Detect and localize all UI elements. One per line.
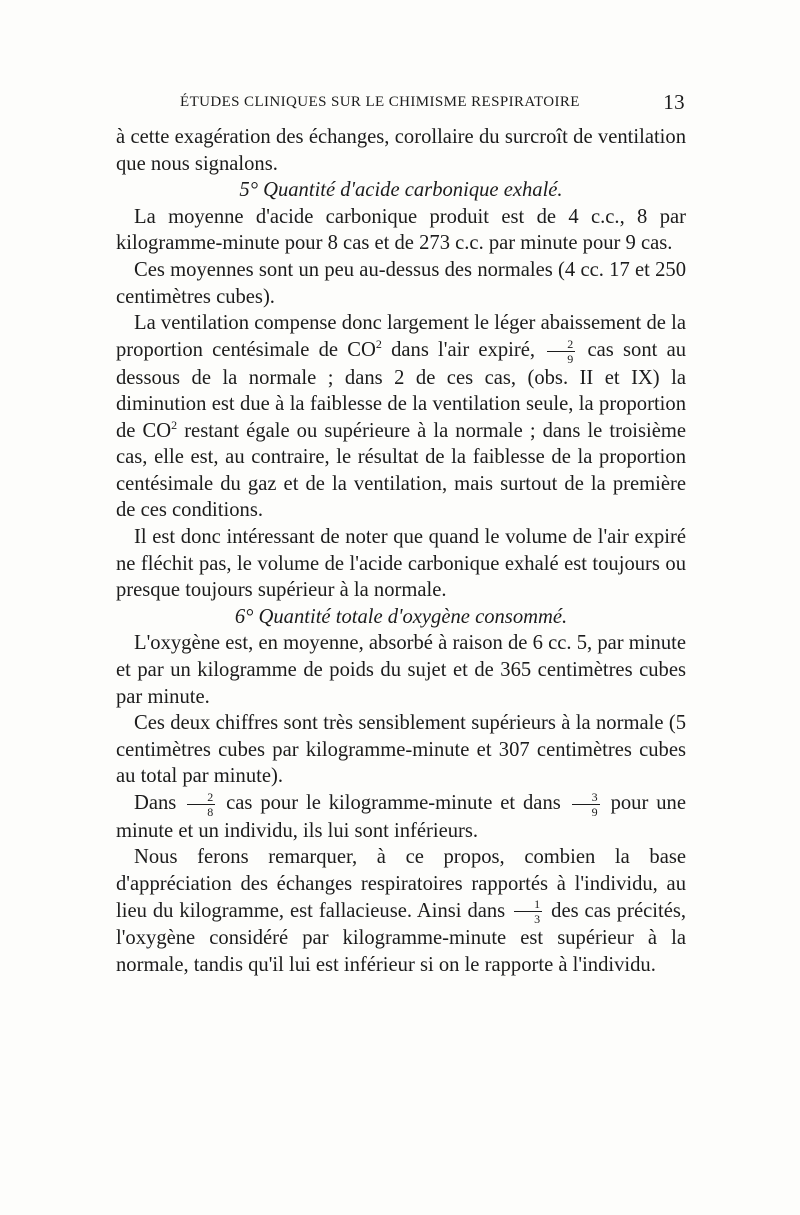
- fraction-denominator: 3: [534, 912, 541, 927]
- paragraph-9-b: des cas précités, l'oxygène considéré par kilogramme-minute est supérieur à la normale, tandis qu'il lui est inférieur si on le rapporte à l'individu.: [116, 899, 686, 976]
- paragraph-3: Ces moyennes sont un peu au-dessus des normales (4 cc. 17 et 250 centimètres cubes).: [116, 258, 686, 308]
- section-heading-6: [116, 604, 686, 631]
- fraction-two-eighths: [187, 791, 215, 818]
- paragraph-1: à cette exagération des échanges, corollaire du surcroît de ventilation que nous signalons.: [116, 126, 686, 175]
- superscript-2b: 2: [171, 417, 178, 432]
- paragraph-6: L'oxygène est, en moyenne, absorbé à raison de 6 cc. 5, par minute et par un kilogramme de poids du sujet et de 365 centimètres cubes par minute.: [116, 632, 686, 708]
- paragraph-4: [116, 310, 686, 524]
- fraction-denominator: 9: [567, 351, 574, 366]
- fraction-one-third: [514, 898, 542, 925]
- paragraph-4-c: cas sont au dessous de la normale ; dans 2 de ces cas, (obs. II et IX) la diminution est due à la faiblesse de la ventilation seule, la proportion de CO: [116, 338, 687, 442]
- paragraph-4-b: dans l'air expiré,: [381, 338, 536, 361]
- fraction-denominator: 8: [207, 804, 214, 819]
- paragraph-2: La moyenne d'acide carbonique produit est de 4 c.c., 8 par kilogramme-minute pour 8 cas et de 273 c.c. par minute pour 9 cas.: [116, 205, 686, 255]
- paragraph-7: Ces deux chiffres sont très sensiblement supérieurs à la normale (5 centimètres cubes par kilogramme-minute et 307 centimètres cubes au total par minute).: [116, 712, 686, 788]
- section-heading-5-text: 5° Quantité d'acide carbonique exhalé.: [239, 179, 563, 202]
- fraction-three-ninths: [572, 791, 600, 818]
- paragraph-5: Il est donc intéressant de noter que quand le volume de l'air expiré ne fléchit pas, le volume de l'acide carbonique exhalé est toujours ou presque toujours supérieur à la normale.: [116, 526, 686, 602]
- fraction-two-ninths: [547, 338, 575, 365]
- section-heading-6-text: 6° Quantité totale d'oxygène consommé.: [234, 605, 568, 628]
- paragraph-8-a: Dans: [134, 792, 177, 815]
- paragraph-8-b: cas pour le kilogramme-minute et dans: [226, 792, 561, 815]
- fraction-numerator: 3: [572, 791, 600, 805]
- paragraph-8: [116, 790, 686, 844]
- paragraph-9: [116, 844, 686, 978]
- paragraph-4-a: La ventilation compense donc largement le léger abaissement de la proportion centésimale de CO: [116, 312, 686, 361]
- fraction-denominator: 9: [591, 804, 598, 819]
- page-number: 13: [663, 90, 685, 114]
- paragraph-4-d: restant égale ou supérieure à la normale ; dans le troisième cas, elle est, au contraire, le résultat de la faiblesse de la proportion centésimale du gaz et de la ventilation, mais surtout de la première de ces conditions.: [116, 419, 687, 522]
- paragraph-8-c: pour une minute et un individu, ils lui sont inférieurs.: [116, 792, 686, 842]
- superscript-2: 2: [375, 336, 382, 351]
- paragraph-9-a: Nous ferons remarquer, à ce propos, combien la base d'appréciation des échanges respiratoires rapportés à l'individu, au lieu du kilogramme, est fallacieuse. Ainsi dans: [116, 846, 686, 922]
- fraction-numerator: 2: [187, 791, 215, 805]
- page-body: [116, 124, 686, 979]
- fraction-numerator: 2: [547, 338, 575, 352]
- running-title: ÉTUDES CLINIQUES SUR LE CHIMISME RESPIRATOIRE: [180, 94, 580, 110]
- section-heading-5: [116, 177, 686, 204]
- fraction-numerator: 1: [514, 898, 542, 912]
